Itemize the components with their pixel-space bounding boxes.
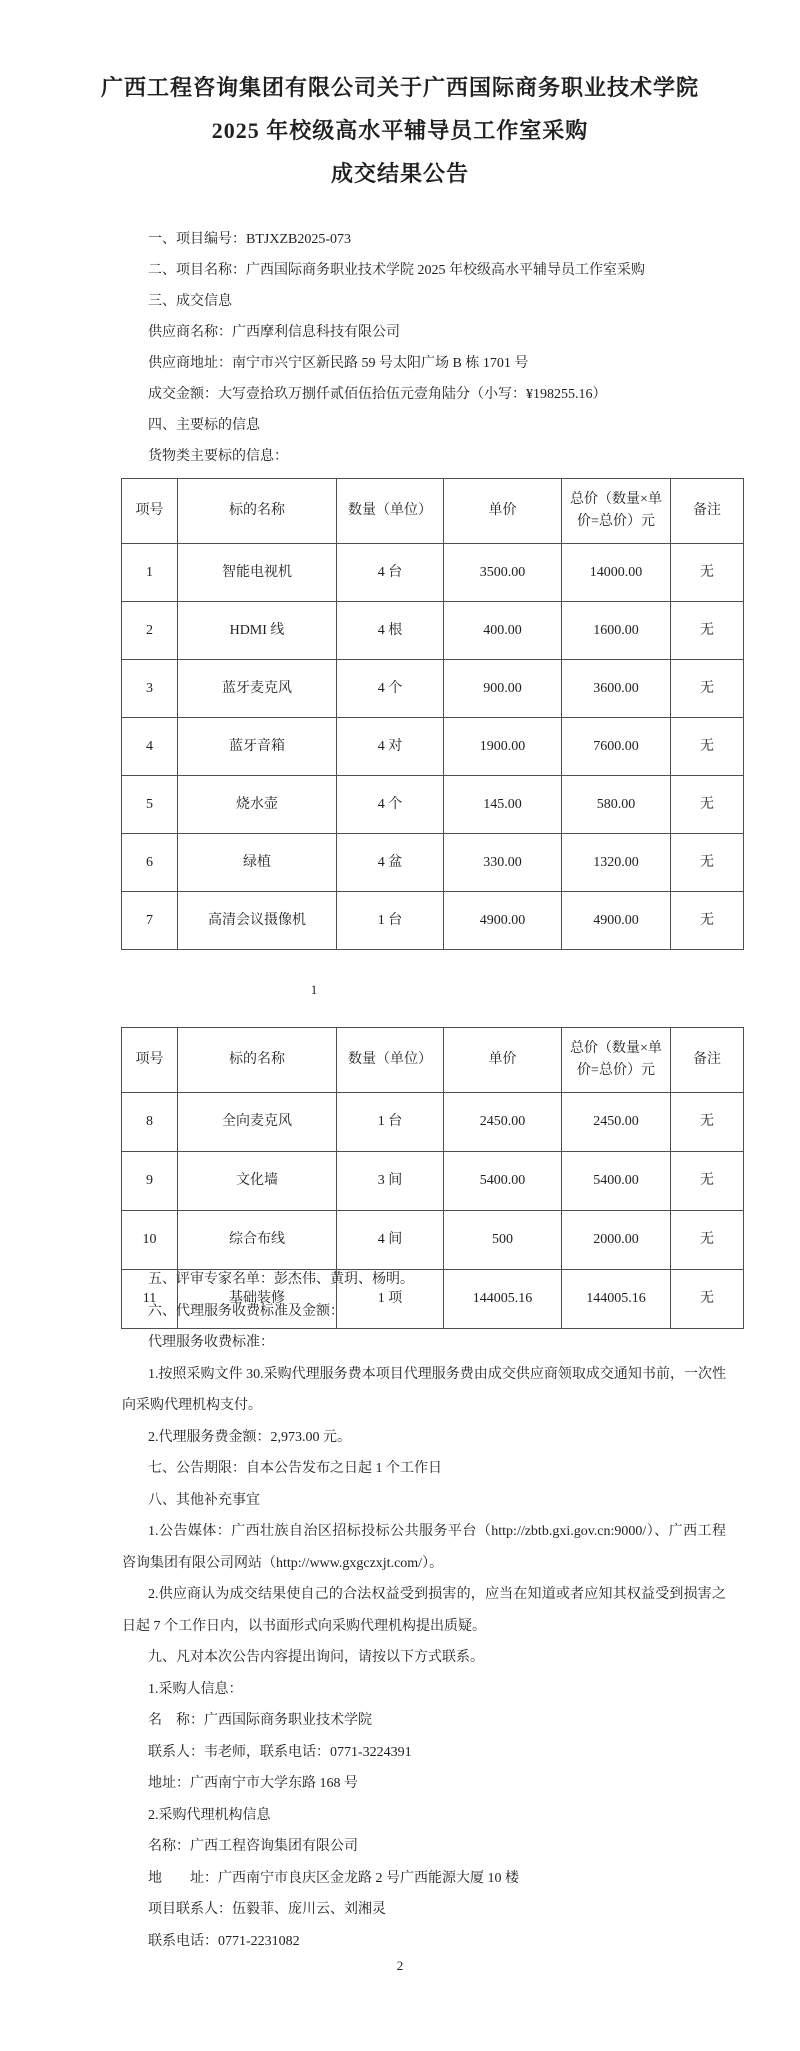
item-row — [122, 1211, 744, 1270]
paragraph: 供应商名称：广西摩利信息科技有限公司 — [148, 325, 400, 340]
cell-total: 3600.00 — [562, 660, 671, 718]
cell-note: 无 — [671, 544, 744, 602]
cell-qty: 4 个 — [337, 776, 444, 834]
column-header: 数量（单位） — [337, 1028, 444, 1093]
paragraph: 1.公告媒体：广西壮族自治区招标投标公共服务平台（http://zbtb.gxi.gov.cn:9000/）、广西工程咨询集团有限公司网站（http://www.gxgczxjt.com/）。 — [122, 1524, 726, 1571]
cell-unit_price: 5400.00 — [444, 1152, 562, 1211]
cell-name: 全向麦克风 — [178, 1093, 337, 1152]
cell-qty: 4 对 — [337, 718, 444, 776]
cell-qty: 4 台 — [337, 544, 444, 602]
title-line-1: 广西工程咨询集团有限公司关于广西国际商务职业技术学院 — [100, 75, 699, 100]
cell-unit_price: 500 — [444, 1211, 562, 1270]
cell-total: 144005.16 — [562, 1270, 671, 1329]
cell-no: 3 — [122, 660, 178, 718]
paragraph: 代理服务收费标准： — [148, 1335, 274, 1350]
cell-note: 无 — [671, 892, 744, 950]
column-header: 总价（数量×单价=总价）元 — [562, 1028, 671, 1093]
paragraph: 七、公告期限：自本公告发布之日起 1 个工作日 — [148, 1461, 442, 1476]
cell-qty: 4 盆 — [337, 834, 444, 892]
cell-qty: 4 间 — [337, 1211, 444, 1270]
cell-unit_price: 4900.00 — [444, 892, 562, 950]
cell-total: 580.00 — [562, 776, 671, 834]
paragraph: 2.供应商认为成交结果使自己的合法权益受到损害的，应当在知道或者应知其权益受到损害之日起 7 个工作日内，以书面形式向采购代理机构提出质疑。 — [122, 1587, 726, 1634]
intro-section — [122, 224, 726, 472]
cell-unit_price: 1900.00 — [444, 718, 562, 776]
cell-name: HDMI 线 — [178, 602, 337, 660]
page-number-2: 2 — [396, 1958, 404, 1973]
cell-no: 2 — [122, 602, 178, 660]
paragraph: 联系人：韦老师，联系电话：0771-3224391 — [148, 1744, 412, 1760]
column-header: 数量（单位） — [337, 479, 444, 544]
paragraph: 1.采购人信息： — [148, 1681, 243, 1697]
paragraph: 1.按照采购文件 30.采购代理服务费本项目代理服务费由成交供应商领取成交通知书前，一次性向采购代理机构支付。 — [122, 1366, 726, 1413]
cell-total: 7600.00 — [562, 718, 671, 776]
paragraph: 地址：广西南宁市大学东路 168 号 — [148, 1776, 358, 1791]
paragraph: 九、凡对本次公告内容提出询问，请按以下方式联系。 — [148, 1650, 484, 1665]
cell-note: 无 — [671, 718, 744, 776]
cell-no: 9 — [122, 1152, 178, 1211]
paragraph: 成交金额：大写壹拾玖万捌仟贰佰伍拾伍元壹角陆分（小写：¥198255.16） — [148, 387, 607, 402]
cell-unit_price: 145.00 — [444, 776, 562, 834]
cell-name: 蓝牙音箱 — [178, 718, 337, 776]
item-row — [122, 1093, 744, 1152]
item-row — [122, 602, 744, 660]
column-header: 备注 — [671, 1028, 744, 1093]
cell-unit_price: 900.00 — [444, 660, 562, 718]
cell-no: 10 — [122, 1211, 178, 1270]
cell-unit_price: 144005.16 — [444, 1270, 562, 1329]
paragraph: 货物类主要标的信息： — [148, 449, 288, 464]
cell-name: 蓝牙麦克风 — [178, 660, 337, 718]
cell-qty: 1 台 — [337, 892, 444, 950]
title-line-2: 2025 年校级高水平辅导员工作室采购 — [211, 118, 589, 143]
document-title — [0, 66, 800, 195]
column-header: 备注 — [671, 479, 744, 544]
cell-total: 4900.00 — [562, 892, 671, 950]
cell-name: 烧水壶 — [178, 776, 337, 834]
cell-total: 1320.00 — [562, 834, 671, 892]
cell-total: 1600.00 — [562, 602, 671, 660]
cell-qty: 1 台 — [337, 1093, 444, 1152]
column-header: 项号 — [122, 479, 178, 544]
cell-no: 4 — [122, 718, 178, 776]
column-header: 项号 — [122, 1028, 178, 1093]
cell-note: 无 — [671, 1211, 744, 1270]
cell-qty: 4 根 — [337, 602, 444, 660]
cell-note: 无 — [671, 602, 744, 660]
cell-unit_price: 3500.00 — [444, 544, 562, 602]
cell-total: 14000.00 — [562, 544, 671, 602]
column-header: 单价 — [444, 479, 562, 544]
cell-no: 8 — [122, 1093, 178, 1152]
title-line-3: 成交结果公告 — [330, 161, 469, 186]
column-header: 标的名称 — [178, 479, 337, 544]
cell-total: 5400.00 — [562, 1152, 671, 1211]
paragraph: 五、评审专家名单：彭杰伟、黄玥、杨明。 — [148, 1272, 414, 1287]
cell-name: 绿植 — [178, 834, 337, 892]
paragraph: 供应商地址：南宁市兴宁区新民路 59 号太阳广场 B 栋 1701 号 — [148, 356, 529, 371]
cell-no: 6 — [122, 834, 178, 892]
column-header: 单价 — [444, 1028, 562, 1093]
cell-name: 文化墙 — [178, 1152, 337, 1211]
cell-no: 5 — [122, 776, 178, 834]
cell-name: 综合布线 — [178, 1211, 337, 1270]
cell-note: 无 — [671, 660, 744, 718]
cell-unit_price: 400.00 — [444, 602, 562, 660]
paragraph: 2.代理服务费金额：2,973.00 元。 — [148, 1429, 351, 1445]
paragraph: 名称：广西工程咨询集团有限公司 — [148, 1839, 358, 1854]
paragraph: 六、代理服务收费标准及金额： — [148, 1303, 344, 1319]
cell-total: 2000.00 — [562, 1211, 671, 1270]
cell-note: 无 — [671, 1270, 744, 1329]
table-header-row — [122, 1028, 744, 1093]
table-header-row — [122, 479, 744, 544]
cell-unit_price: 330.00 — [444, 834, 562, 892]
column-header: 总价（数量×单价=总价）元 — [562, 479, 671, 544]
column-header: 标的名称 — [178, 1028, 337, 1093]
paragraph: 联系电话：0771-2231082 — [148, 1933, 300, 1949]
paragraph: 名 称：广西国际商务职业技术学院 — [148, 1713, 372, 1728]
cell-name: 智能电视机 — [178, 544, 337, 602]
cell-note: 无 — [671, 1093, 744, 1152]
item-row — [122, 718, 744, 776]
cell-note: 无 — [671, 834, 744, 892]
cell-unit_price: 2450.00 — [444, 1093, 562, 1152]
cell-total: 2450.00 — [562, 1093, 671, 1152]
cell-name: 高清会议摄像机 — [178, 892, 337, 950]
goods-table-page1 — [121, 478, 744, 950]
item-row — [122, 892, 744, 950]
cell-note: 无 — [671, 1152, 744, 1211]
cell-qty: 4 个 — [337, 660, 444, 718]
cell-qty: 1 项 — [337, 1270, 444, 1329]
cell-no: 11 — [122, 1270, 178, 1329]
paragraph: 项目联系人：伍毅菲、庞川云、刘湘灵 — [148, 1902, 386, 1917]
item-row — [122, 1152, 744, 1211]
cell-note: 无 — [671, 776, 744, 834]
paragraph: 2.采购代理机构信息 — [148, 1807, 271, 1823]
page-number-1: 1 — [310, 982, 318, 997]
details-section — [122, 1264, 726, 1957]
paragraph: 三、成交信息 — [148, 294, 232, 309]
item-row — [122, 834, 744, 892]
item-row — [122, 544, 744, 602]
cell-no: 1 — [122, 544, 178, 602]
cell-no: 7 — [122, 892, 178, 950]
paragraph: 一、项目编号：BTJXZB2025-073 — [148, 232, 351, 247]
paragraph: 二、项目名称：广西国际商务职业技术学院 2025 年校级高水平辅导员工作室采购 — [148, 263, 645, 278]
cell-qty: 3 间 — [337, 1152, 444, 1211]
item-row — [122, 776, 744, 834]
paragraph: 四、主要标的信息 — [148, 418, 260, 433]
item-row — [122, 660, 744, 718]
paragraph: 八、其他补充事宜 — [148, 1492, 260, 1508]
cell-name: 基础装修 — [178, 1270, 337, 1329]
paragraph: 地 址：广西南宁市良庆区金龙路 2 号广西能源大厦 10 楼 — [148, 1870, 519, 1886]
